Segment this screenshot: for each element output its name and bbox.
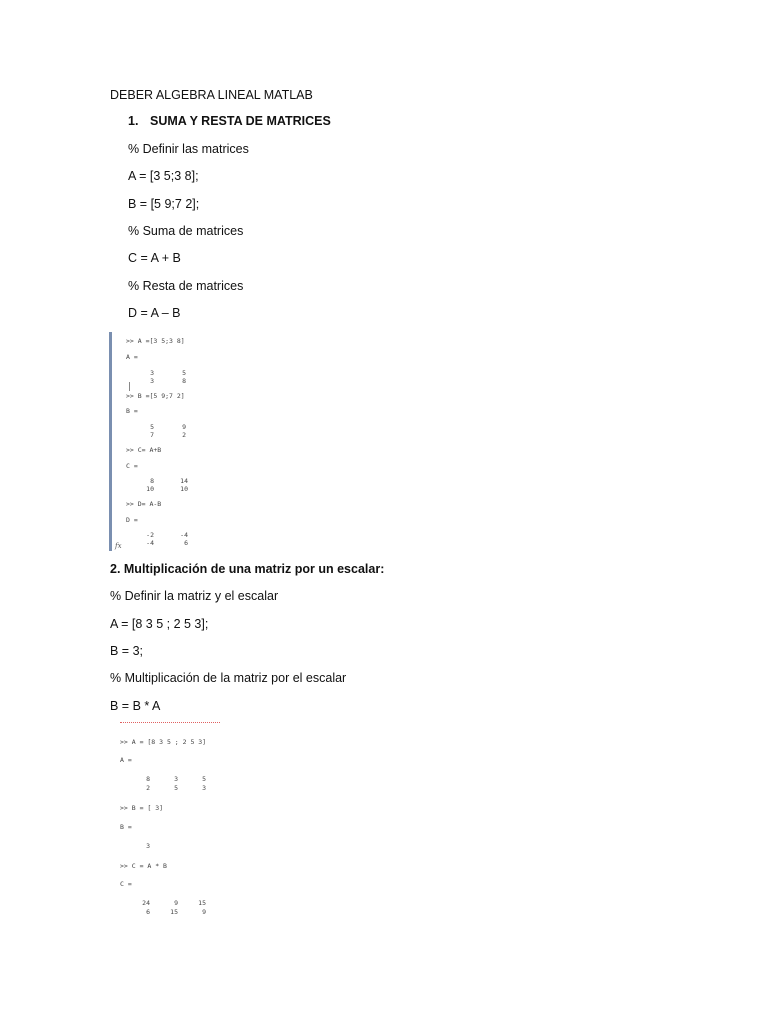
matrix-cell: 3 xyxy=(150,377,154,385)
matrix-cell: 7 xyxy=(150,431,154,439)
matrix-cell: 3 xyxy=(150,369,154,377)
matrix-cell: 3 xyxy=(174,775,178,783)
console-command: >> B =[5 9;7 2] xyxy=(126,392,185,400)
matrix-cell: -4 xyxy=(146,539,154,547)
section1-line: D = A – B xyxy=(128,306,181,320)
console-label: B = xyxy=(120,823,132,831)
section1-heading xyxy=(128,113,331,129)
matrix-cell: 3 xyxy=(202,784,206,792)
document-title: DEBER ALGEBRA LINEAL MATLAB xyxy=(110,88,313,102)
matrix-cell: 8 xyxy=(146,775,150,783)
matrix-cell: 5 xyxy=(174,784,178,792)
console-command: >> C = A * B xyxy=(120,862,167,870)
matrix-cell: 5 xyxy=(182,369,186,377)
console-label: C = xyxy=(120,880,132,888)
matrix-cell: 10 xyxy=(146,485,154,493)
console-label: B = xyxy=(126,407,138,415)
console-command: >> A = [8 3 5 ; 2 5 3] xyxy=(120,738,207,746)
matrix-cell: 5 xyxy=(150,423,154,431)
section2-line: % Definir la matriz y el escalar xyxy=(110,589,279,603)
matrix-cell: 3 xyxy=(146,842,150,850)
section1-line: A = [3 5;3 8]; xyxy=(128,169,199,183)
matrix-cell: 15 xyxy=(198,899,206,907)
matrix-cell: 9 xyxy=(202,908,206,916)
section1-line: B = [5 9;7 2]; xyxy=(128,197,200,211)
matrix-cell: 8 xyxy=(182,377,186,385)
text-cursor xyxy=(129,382,130,391)
fx-icon: fx xyxy=(115,542,122,550)
spellcheck-underline xyxy=(120,722,220,723)
console-command: >> A =[3 5;3 8] xyxy=(126,337,185,345)
console-label: A = xyxy=(120,756,132,764)
console-command: >> C= A+B xyxy=(126,446,162,454)
section1-number: 1. xyxy=(128,114,139,128)
section1-heading-text: SUMA Y RESTA DE MATRICES xyxy=(150,114,331,128)
matrix-cell: 9 xyxy=(174,899,178,907)
section1-line: % Suma de matrices xyxy=(128,224,244,238)
matrix-cell: 6 xyxy=(184,539,188,547)
matrix-cell: -4 xyxy=(180,531,188,539)
matrix-cell: 10 xyxy=(180,485,188,493)
section2-line: % Multiplicación de la matriz por el escalar xyxy=(110,671,347,685)
console-label: D = xyxy=(126,516,138,524)
section1-line: % Definir las matrices xyxy=(128,142,249,156)
matrix-cell: 6 xyxy=(146,908,150,916)
matrix-cell: 5 xyxy=(202,775,206,783)
section1-line: C = A + B xyxy=(128,251,181,265)
section2-line: B = 3; xyxy=(110,644,144,658)
console-command: >> D= A-B xyxy=(126,500,162,508)
console-command: >> B = [ 3] xyxy=(120,804,164,812)
console-label: A = xyxy=(126,353,138,361)
section2-line: A = [8 3 5 ; 2 5 3]; xyxy=(110,617,209,631)
matrix-cell: -2 xyxy=(146,531,154,539)
matlab-console-screenshot-1 xyxy=(109,332,480,551)
matlab-console-screenshot-2 xyxy=(110,722,225,924)
matrix-cell: 9 xyxy=(182,423,186,431)
section1-line: % Resta de matrices xyxy=(128,279,244,293)
matrix-cell: 24 xyxy=(142,899,150,907)
matrix-cell: 2 xyxy=(146,784,150,792)
matrix-cell: 15 xyxy=(170,908,178,916)
matrix-cell: 14 xyxy=(180,477,188,485)
section2-heading: 2. Multiplicación de una matriz por un escalar: xyxy=(110,562,385,576)
console-label: C = xyxy=(126,462,138,470)
matrix-cell: 2 xyxy=(182,431,186,439)
section2-line: B = B * A xyxy=(110,699,161,713)
matrix-cell: 8 xyxy=(150,477,154,485)
